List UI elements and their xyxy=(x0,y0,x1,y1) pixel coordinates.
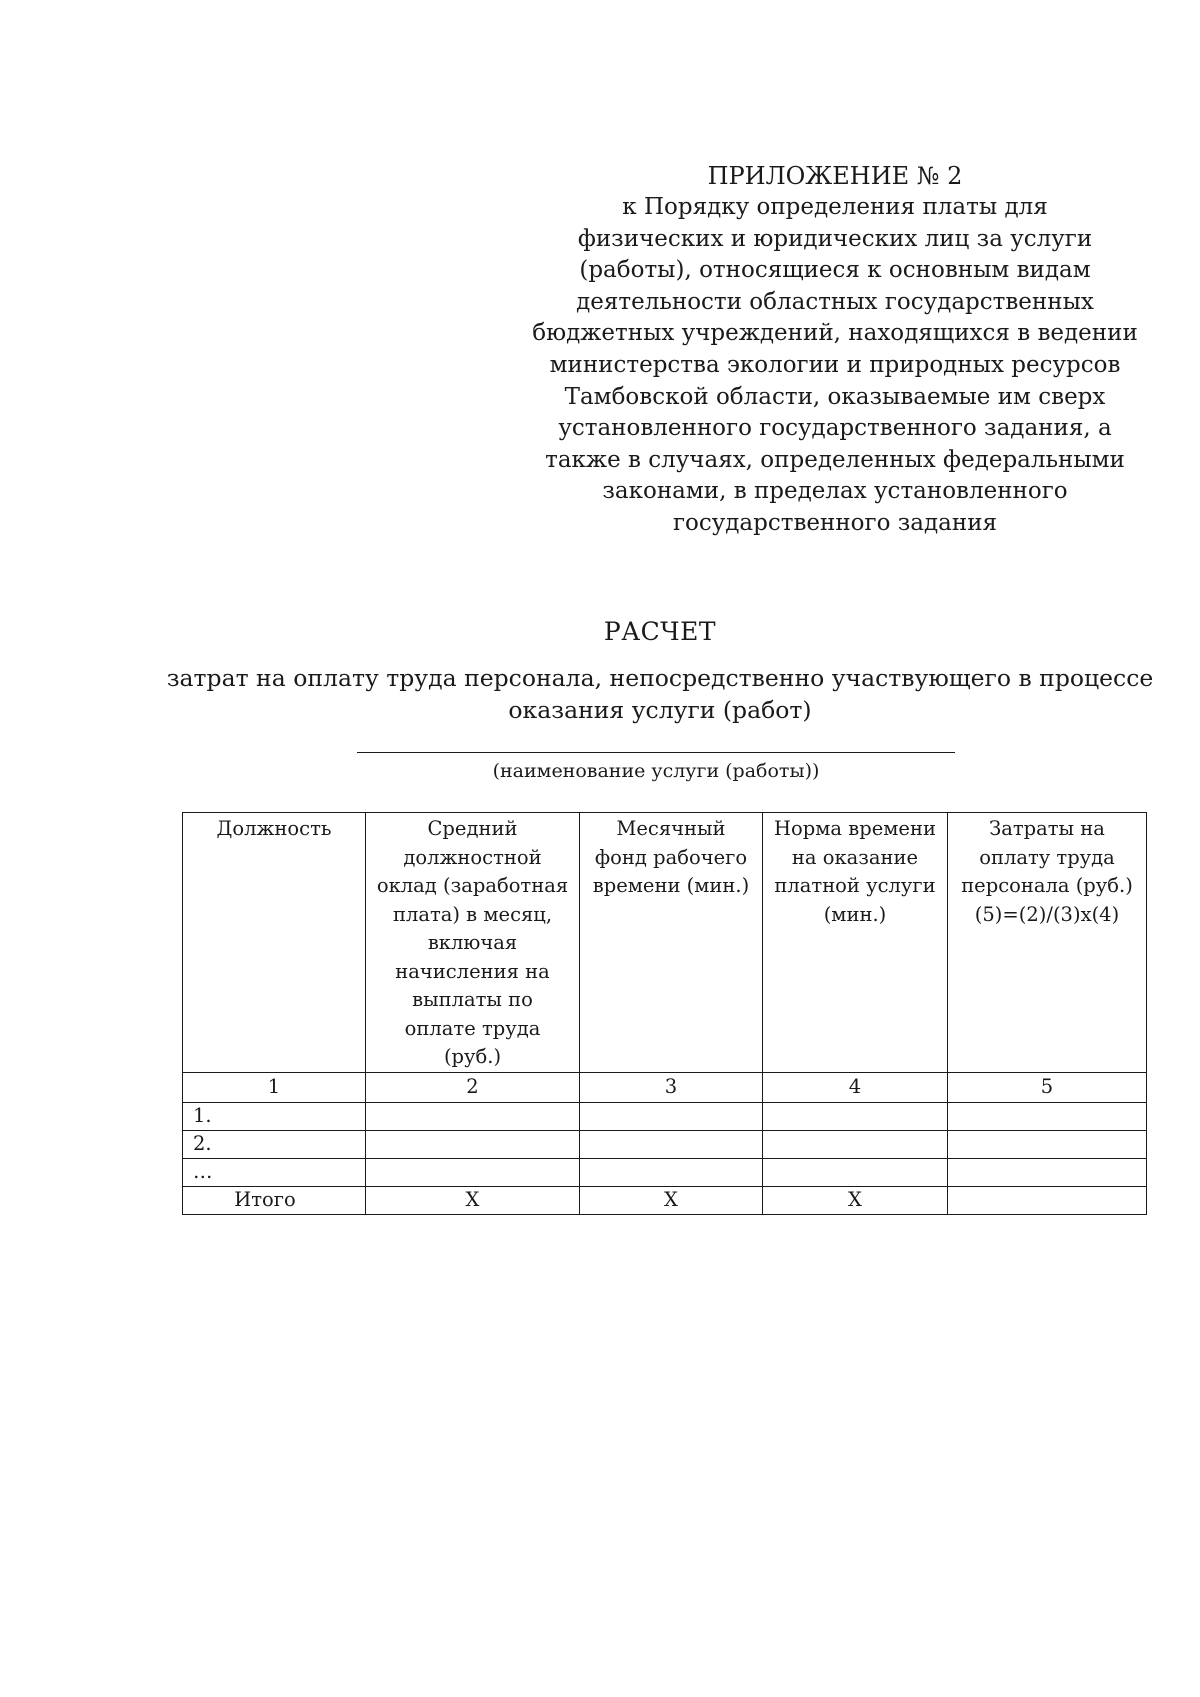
appendix-title: ПРИЛОЖЕНИЕ № 2 xyxy=(707,162,963,190)
total-label: Итого xyxy=(183,1186,366,1214)
column-number: 5 xyxy=(948,1072,1147,1102)
appendix-line: законами, в пределах установленного xyxy=(602,478,1068,505)
calculation-table xyxy=(182,812,1147,1215)
calculation-subtitle xyxy=(120,662,1200,726)
appendix-line: также в случаях, определенных федеральными xyxy=(545,446,1125,473)
appendix-header xyxy=(525,160,1145,540)
appendix-line: Тамбовской области, оказываемые им сверх xyxy=(564,383,1106,410)
header-average-salary: Средний должностной оклад (заработная плата) в месяц, включая начисления на выплаты по оплате труда (руб.) xyxy=(366,813,580,1073)
subtitle-line: затрат на оплату труда персонала, непосредственно участвующего в процессе xyxy=(166,664,1154,692)
table-cell xyxy=(580,1102,763,1130)
service-name-blank-line xyxy=(357,752,955,753)
calculation-title: РАСЧЕТ xyxy=(603,617,717,646)
appendix-line: государственного задания xyxy=(672,509,998,536)
table-cell xyxy=(948,1130,1147,1158)
header-position: Должность xyxy=(183,813,366,1073)
service-name-caption: (наименование услуги (работы)) xyxy=(492,760,820,782)
table-cell xyxy=(948,1102,1147,1130)
header-labor-costs: Затраты на оплату труда персонала (руб.) (5)=(2)/(3)х(4) xyxy=(948,813,1147,1073)
appendix-line: бюджетных учреждений, находящихся в ведении xyxy=(532,320,1138,347)
total-cell: Х xyxy=(580,1186,763,1214)
total-cell: Х xyxy=(763,1186,948,1214)
appendix-line: (работы), относящиеся к основным видам xyxy=(579,257,1091,284)
column-number: 3 xyxy=(580,1072,763,1102)
total-cell xyxy=(948,1186,1147,1214)
table-row xyxy=(183,1130,1147,1158)
column-number: 1 xyxy=(183,1072,366,1102)
table-cell xyxy=(763,1158,948,1186)
table-row xyxy=(183,1158,1147,1186)
table-header-row xyxy=(183,813,1147,1073)
column-number: 4 xyxy=(763,1072,948,1102)
table-cell xyxy=(366,1130,580,1158)
table-cell xyxy=(948,1158,1147,1186)
appendix-line: министерства экологии и природных ресурсов xyxy=(549,351,1121,378)
table-cell xyxy=(366,1158,580,1186)
header-time-norm: Норма времени на оказание платной услуги (мин.) xyxy=(763,813,948,1073)
appendix-line: установленного государственного задания, а xyxy=(558,415,1112,442)
total-row xyxy=(183,1186,1147,1214)
column-number: 2 xyxy=(366,1072,580,1102)
table-cell: 1. xyxy=(183,1102,366,1130)
appendix-line: физических и юридических лиц за услуги xyxy=(577,225,1093,252)
appendix-line: деятельности областных государственных xyxy=(576,288,1094,315)
table-row xyxy=(183,1102,1147,1130)
table-cell: … xyxy=(183,1158,366,1186)
table-cell xyxy=(366,1102,580,1130)
header-monthly-work-time: Месячный фонд рабочего времени (мин.) xyxy=(580,813,763,1073)
table-cell xyxy=(580,1130,763,1158)
table-cell: 2. xyxy=(183,1130,366,1158)
subtitle-line: оказания услуги (работ) xyxy=(508,696,812,724)
table-cell xyxy=(763,1102,948,1130)
column-number-row xyxy=(183,1072,1147,1102)
table-cell xyxy=(763,1130,948,1158)
total-cell: Х xyxy=(366,1186,580,1214)
table-cell xyxy=(580,1158,763,1186)
appendix-line: к Порядку определения платы для xyxy=(622,194,1048,220)
